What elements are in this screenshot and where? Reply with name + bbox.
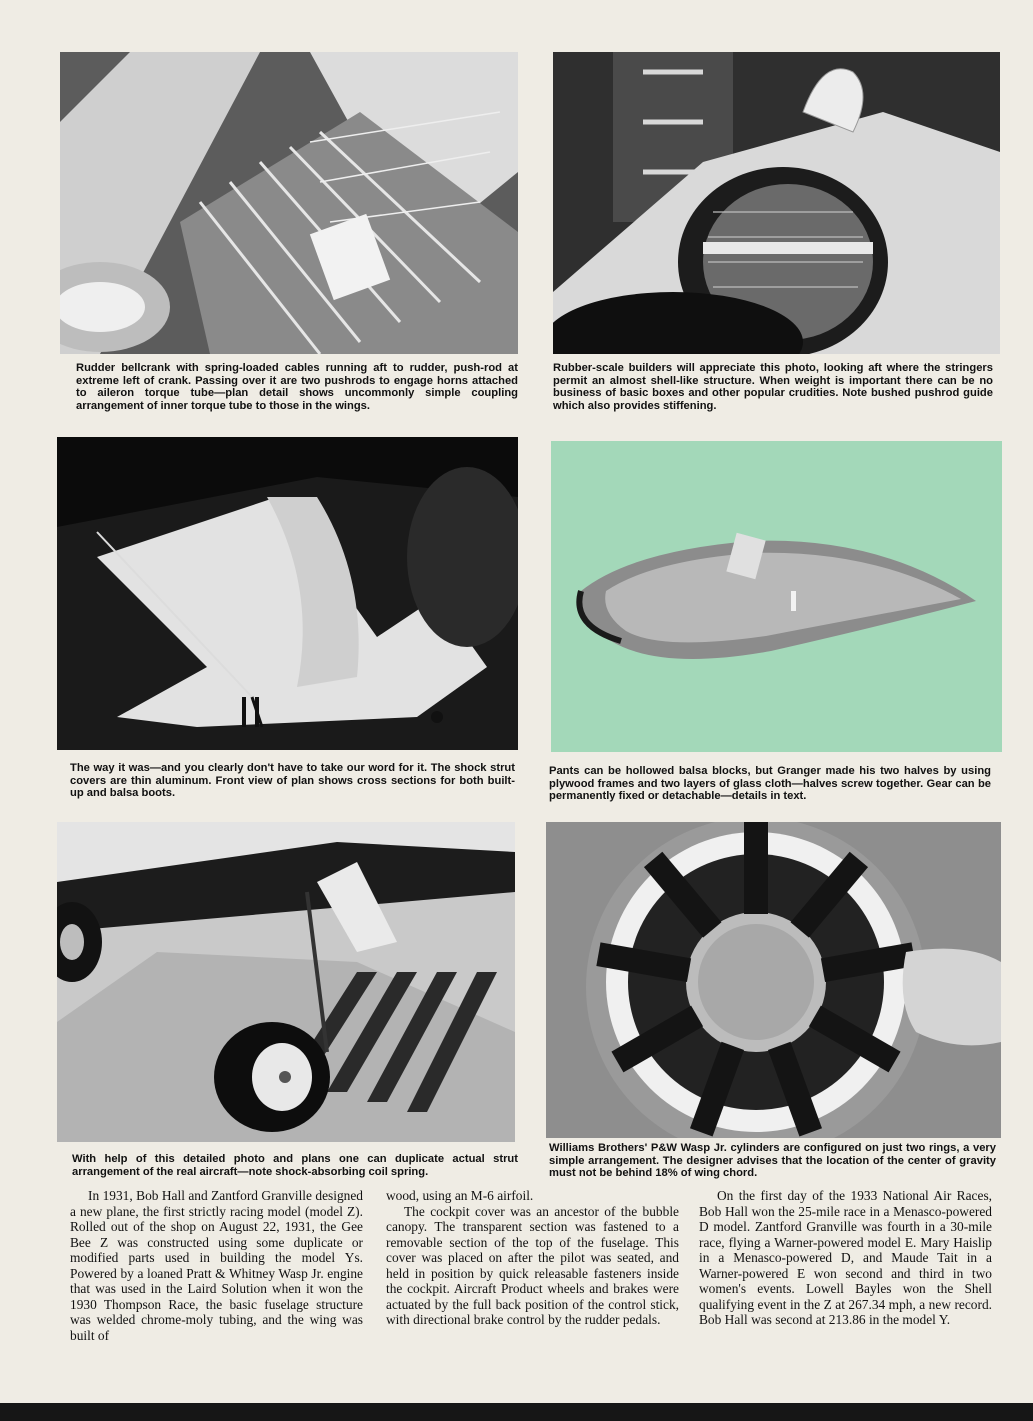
caption-wasp-cylinders: Williams Brothers' P&W Wasp Jr. cylinders are configured on just two rings, a very simple arrangement. The designer advises that the location of the center of gravity must not be behind 18% of wing chord. <box>549 1142 996 1180</box>
caption-landing-gear: With help of this detailed photo and plans one can duplicate actual strut arrangement of the real aircraft—note shock-absorbing coil spring. <box>72 1153 518 1178</box>
article-column-1 <box>70 1188 363 1343</box>
photo-wasp-cylinders <box>546 822 1001 1138</box>
caption-shock-strut: The way it was—and you clearly don't have to take our word for it. The shock strut covers are thin aluminum. Front view of plan shows cross sections for both built-up and balsa boots. <box>70 762 515 800</box>
caption-wheel-pants: Pants can be hollowed balsa blocks, but Granger made his two halves by using plywood frames and two layers of glass cloth—halves screw together. Gear can be permanently fixed or detachable—details in text. <box>549 765 991 803</box>
photo-rudder-bellcrank <box>60 52 518 354</box>
caption-rudder-bellcrank: Rudder bellcrank with spring-loaded cables running aft to rudder, push-rod at extreme left of crank. Passing over it are two pushrods to engage horns attached to aileron torque tube—plan detail shows uncommonly simple coupling arrangement of inner torque tube to those in the wings. <box>76 362 518 412</box>
article-column-3 <box>699 1188 992 1328</box>
photo-fuselage-interior <box>553 52 1000 354</box>
photo-landing-gear <box>57 822 515 1142</box>
article-paragraph: On the first day of the 1933 National Air Races, Bob Hall won the 25-mile race in a Menasco-powered D model. Zantford Granville was fourth in a 30-mile race, flying a Warner-powered model E. Mary Haislip in a Menasco-powered D, and Maude Tait in a Warner-powered E won second and third in two women's events. Lowell Bayles won the Shell qualifying event in the Z at 267.34 mph, a new record. Bob Hall was second at 213.86 in the model Y. <box>699 1188 992 1327</box>
photo-wheel-pant <box>551 441 1002 752</box>
photo-shock-strut <box>57 437 518 750</box>
article-column-2 <box>386 1188 679 1328</box>
article-paragraph: wood, using an M-6 airfoil. <box>386 1188 534 1203</box>
article-paragraph: In 1931, Bob Hall and Zantford Granville designed a new plane, the first strictly racing model (model Z). Rolled out of the shop on August 22, 1931, the Gee Bee Z was constructed using some duplicate or modified parts used in building the model Ys. Powered by a loaned Pratt & Whitney Wasp Jr. engine that was used in the Laird Solution when it won the 1930 Thompson Race, the basic fuselage structure was welded chrome-moly tubing, and the wing was built of <box>70 1188 363 1343</box>
page-bottom-edge <box>0 1403 1033 1421</box>
caption-rubber-scale: Rubber-scale builders will appreciate this photo, looking aft where the stringers permit an almost shell-like structure. When weight is important there can be no business of basic boxes and other popular crudities. Note bushed pushrod guide which also provides stiffening. <box>553 362 993 412</box>
article-paragraph: The cockpit cover was an ancestor of the bubble canopy. The transparent section was fastened to a removable section of the top of the fuselage. This cover was placed on after the pilot was seated, and held in position by quick releasable fasteners inside the cockpit. Aircraft Product wheels and brakes were actuated by the full back position of the control stick, with directional brake control by the rudder pedals. <box>386 1203 679 1327</box>
